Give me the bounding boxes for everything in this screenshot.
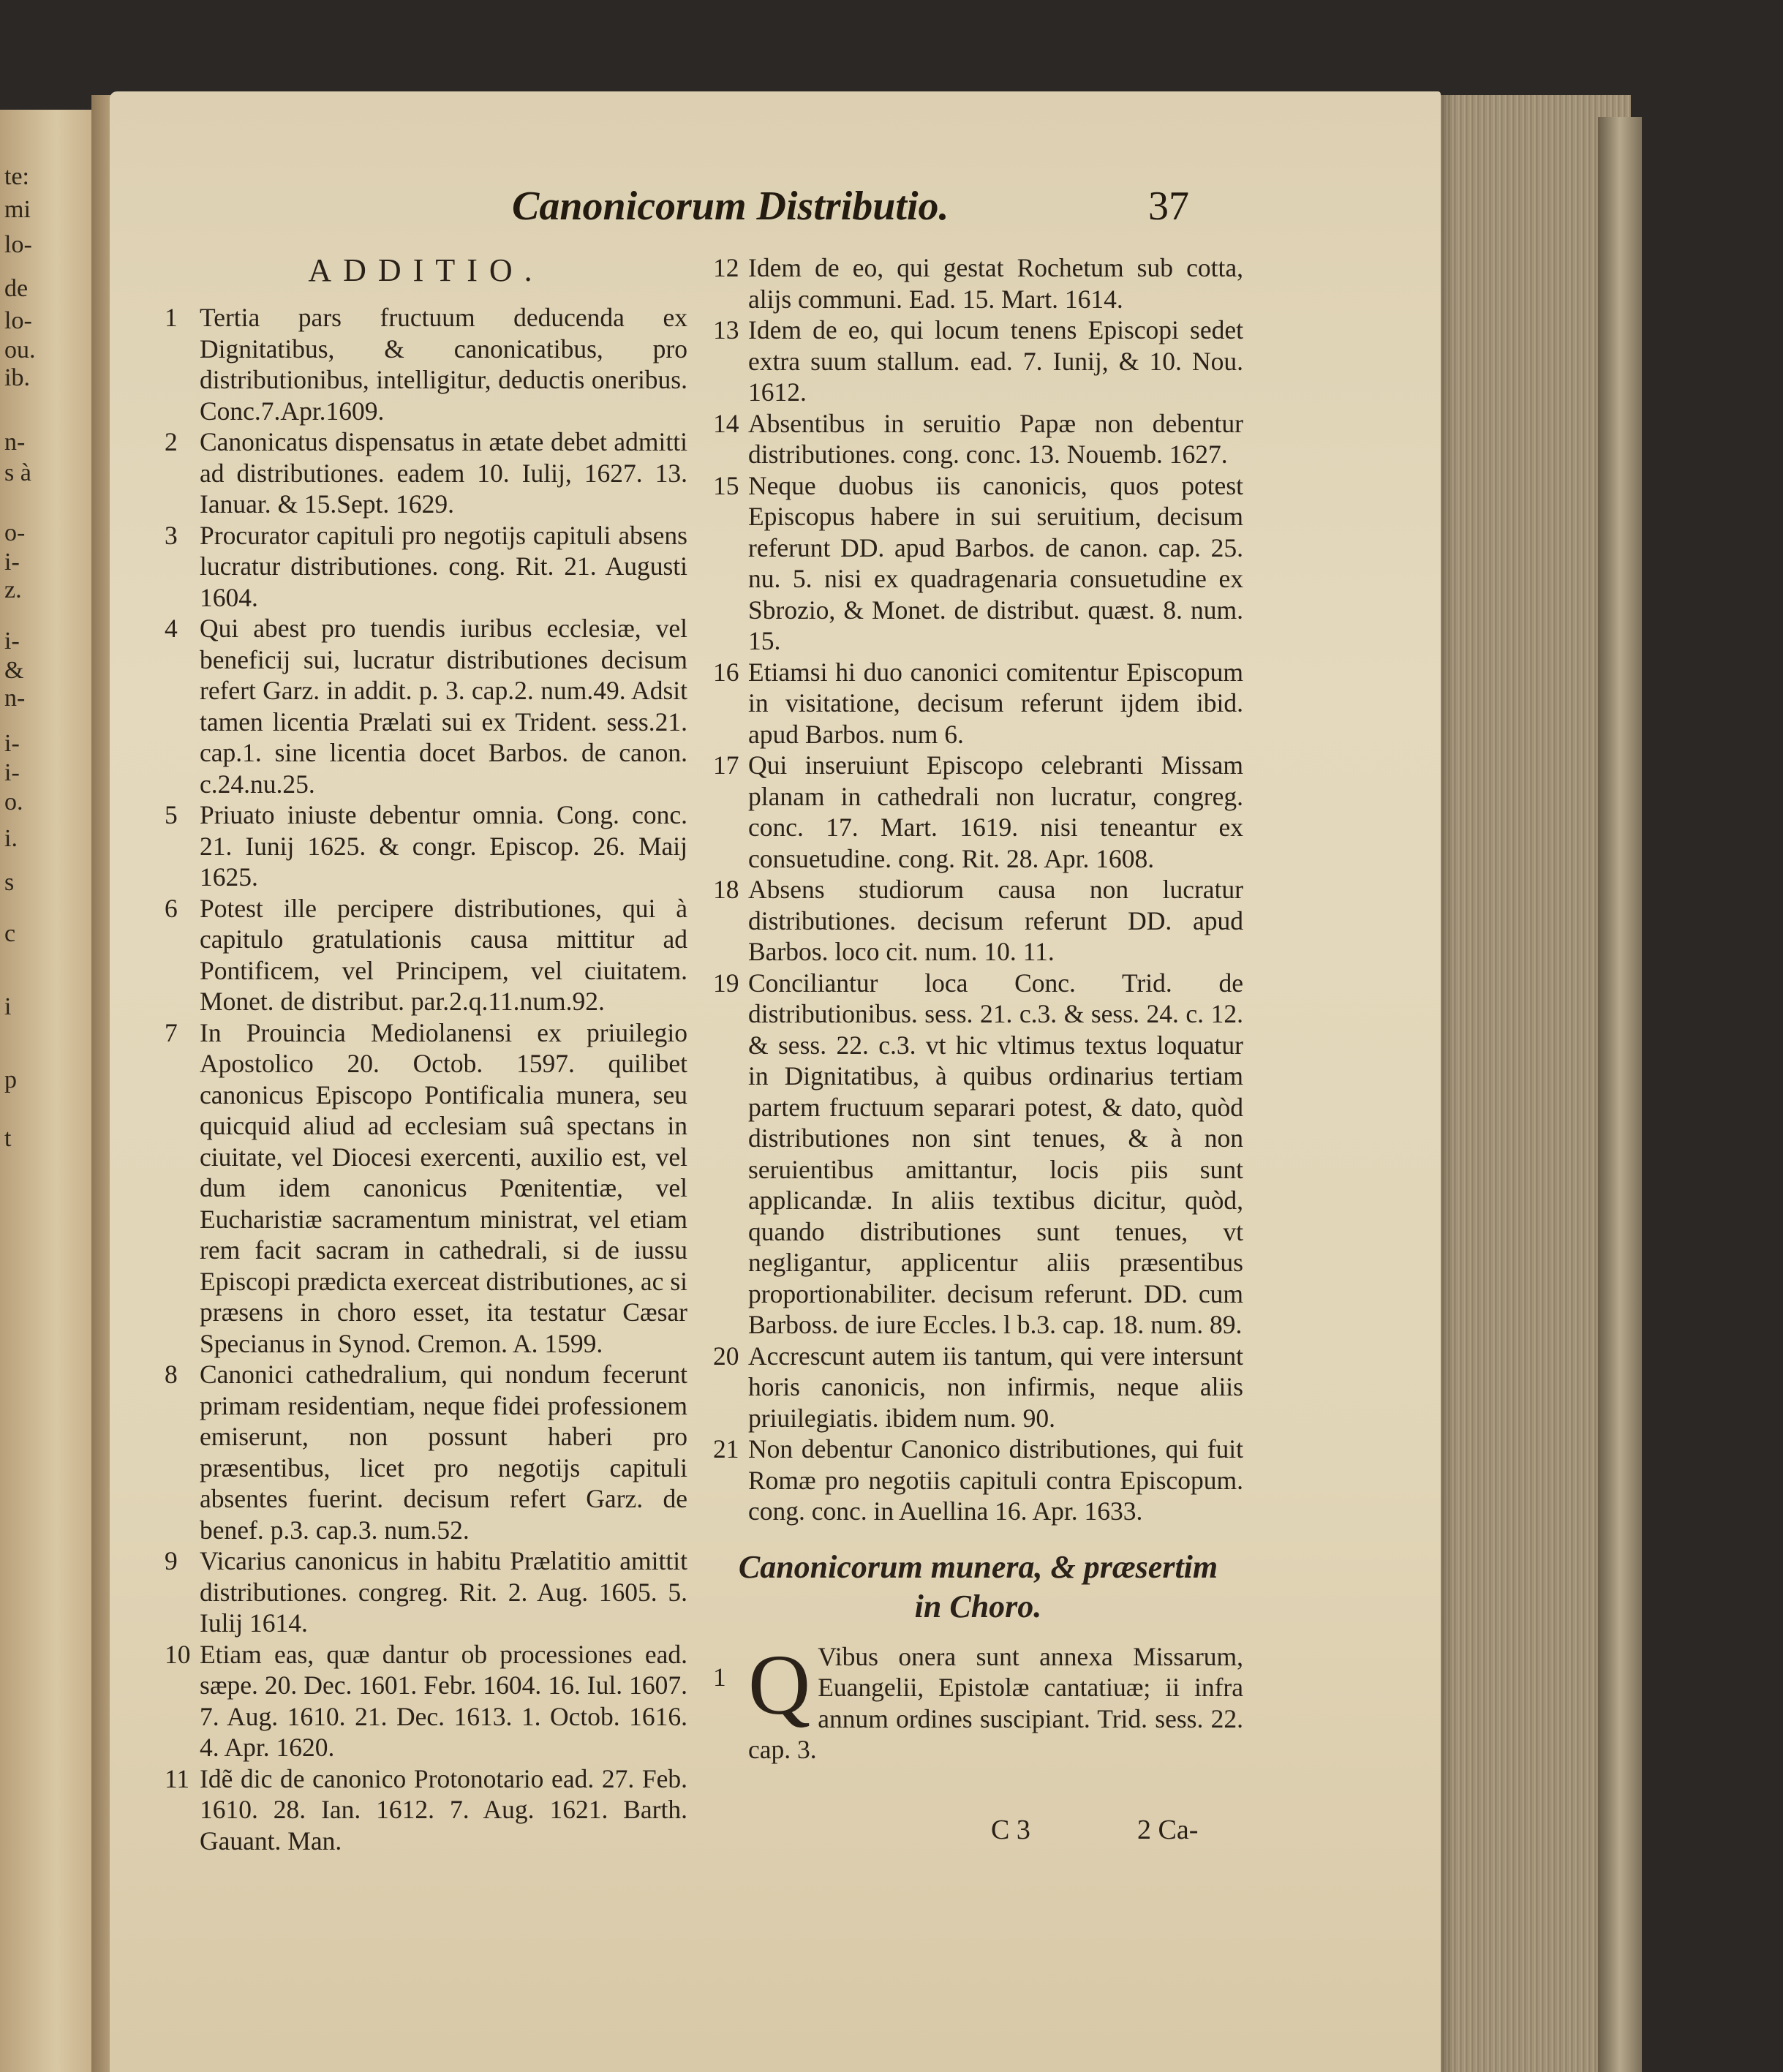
entry-number: 13: [713, 315, 739, 344]
entry-number: 8: [165, 1360, 178, 1389]
footer-line: [991, 1814, 1240, 1850]
entry-number: 15: [713, 470, 739, 500]
left-page-fragment: mi: [4, 196, 31, 223]
entry-number: 2: [165, 427, 178, 456]
additio-heading: ADDITIO.: [308, 252, 544, 288]
numbered-entry: [713, 314, 1243, 408]
numbered-entry: [713, 657, 1243, 750]
entry-number: 4: [165, 614, 178, 643]
entry-text: Conciliantur loca Conc. Trid. de distributionibus. sess. 21. c.3. & sess. 24. c. 12. & sess. 22. c.3. vt hic vltimus textus loquatur in Dignitatibus, à quibus ordinarius tertiam partem fructuum separari potest, & dato, quòd distributiones non sint tenues, & à non seruientibus amittantur, locis piis sunt applicandæ. In aliis textibus dicitur, quòd, quando distributiones sunt tenues, vt negligantur, applicentur aliis præsentibus proportionabiliter. decisum referunt. DD. cum Barboss. de iure Eccles. l b.3. cap. 18. num. 89.: [748, 968, 1243, 1339]
entry-text: Idem de eo, qui gestat Rochetum sub cotta, alijs communi. Ead. 15. Mart. 1614.: [748, 253, 1243, 314]
entry-text: Procurator capituli pro negotijs capituli absens lucratur distributiones. cong. Rit. 21. Augusti 1604.: [200, 520, 687, 612]
entry-text: Canonici cathedralium, qui nondum fecerunt primam residentiam, neque fidei professionem emiserunt, non possunt haberi pro præsentibus, licet pro negotijs capituli absentes fuerint. decisum refert Garz. de benef. p.3. cap.3. num.52.: [200, 1360, 687, 1545]
entry-number: 7: [165, 1017, 178, 1047]
entry-number: 14: [713, 408, 739, 438]
numbered-entry: [713, 750, 1243, 874]
entry-text: Canonicatus dispensatus in ætate debet admitti ad distributiones. eadem 10. Iulij, 1627. 13. Ianuar. & 15.Sept. 1629.: [200, 427, 687, 519]
left-page-fragment: z.: [4, 576, 22, 603]
entry-number: 18: [713, 875, 739, 904]
numbered-entry: [713, 874, 1243, 968]
entry-text: Etiam eas, quæ dantur ob processiones ead. sæpe. 20. Dec. 1601. Febr. 1604. 16. Iul. 1607. 7. Aug. 1610. 21. Dec. 1613. 1. Octob. 1616. 4. Apr. 1620.: [200, 1639, 687, 1762]
left-page-fragment: i-: [4, 549, 20, 576]
previous-page-edge: [0, 110, 102, 2072]
numbered-entry: [165, 799, 687, 893]
numbered-entry: [165, 1017, 687, 1360]
numbered-entry: [713, 1434, 1243, 1527]
numbered-entry: [165, 1763, 687, 1857]
entry-number: 20: [713, 1341, 739, 1371]
left-page-fragment: n-: [4, 429, 26, 456]
entry-number: 9: [165, 1546, 178, 1575]
numbered-entry: [165, 1639, 687, 1763]
entry-number: 3: [165, 520, 178, 550]
entry-number: 19: [713, 968, 739, 998]
entry-text: Etiamsi hi duo canonici comitentur Episcopum in visitatione, decisum referunt ijdem ibid. apud Barbos. num 6.: [748, 657, 1243, 749]
entry-text: In Prouincia Mediolanensi ex priuilegio Apostolico 20. Octob. 1597. quilibet canonicus Episcopo Pontificalia munera, seu quicquid aliud ad ecclesiam suâ spectans in ciuitate, vel Diocesi exercenti, auxilio est, vel dum idem canonicus Pœnitentiæ, vel Eucharistiæ sacramentum ministrat, vel etiam rem facit sacram in cathedrali, si de iussu Episcopi prædicta exerceat distributiones, ac si præsens in choro esset, ita testatur Cæsar Specianus in Synod. Cremon. A. 1599.: [200, 1017, 687, 1358]
numbered-entry: [713, 968, 1243, 1341]
entry-number: 12: [713, 253, 739, 282]
section-title: [713, 1548, 1243, 1627]
entry-number: 10: [165, 1639, 191, 1669]
entry-number: 21: [713, 1434, 739, 1463]
entry-text: Idem de eo, qui locum tenens Episcopi sedet extra suum stallum. ead. 7. Iunij, & 10. Nou. 1612.: [748, 315, 1243, 407]
left-page-fragment: i.: [4, 825, 18, 852]
entry-number: 11: [165, 1763, 190, 1793]
catchword: 2 Ca-: [1137, 1815, 1199, 1845]
left-page-fragment: i: [4, 993, 12, 1020]
left-page-fragment: lo-: [4, 231, 32, 258]
entry-text: Idẽ dic de canonico Protonotario ead. 27. Feb. 1610. 28. Ian. 1612. 7. Aug. 1621. Barth. Gauant. Man.: [200, 1763, 687, 1856]
numbered-entry: [165, 1359, 687, 1545]
entry-text: Priuato iniuste debentur omnia. Cong. conc. 21. Iunij 1625. & congr. Episcop. 26. Maij 1625.: [200, 800, 687, 892]
section-entry: [713, 1636, 1243, 1766]
left-column: [165, 252, 687, 1856]
numbered-entry: [165, 893, 687, 1017]
left-page-fragment: s: [4, 869, 15, 896]
numbered-entry: [165, 426, 687, 520]
entry-number: 5: [165, 800, 178, 829]
numbered-entry: [713, 1341, 1243, 1434]
left-page-fragment: n-: [4, 685, 26, 712]
numbered-entry: [165, 520, 687, 614]
entry-text: Vicarius canonicus in habitu Prælatitio amittit distributiones. congreg. Rit. 2. Aug. 1605. 5. Iulij 1614.: [200, 1546, 687, 1638]
left-page-fragment: s à: [4, 459, 31, 486]
entry-text: Absens studiorum causa non lucratur distributiones. decisum referunt DD. apud Barbos. loco cit. num. 10. 11.: [748, 875, 1243, 966]
entry-text: Vibus onera sunt annexa Missarum, Euangelii, Epistolæ cantatiuæ; ii infra annum ordines suscipiant. Trid. sess. 22. cap. 3.: [748, 1641, 1243, 1764]
running-title: Canonicorum Distributio.: [512, 184, 949, 229]
numbered-entry: [165, 1545, 687, 1639]
left-page-fragment: &: [4, 657, 24, 684]
book-cover-edge: [1598, 117, 1642, 2072]
entry-text: Accrescunt autem iis tantum, qui vere intersunt horis canonicis, non infirmis, neque aliis priuilegiatis. ibidem num. 90.: [748, 1341, 1243, 1433]
left-entry-list: [165, 302, 687, 1856]
numbered-entry: [165, 302, 687, 426]
entry-number: 16: [713, 657, 739, 687]
right-column: [713, 252, 1243, 1766]
left-page-fragment: i-: [4, 730, 20, 757]
entry-text: Qui inseruiunt Episcopo celebranti Missam planam in cathedrali non lucratur, congreg. conc. 17. Mart. 1619. nisi teneantur ex consuetudine. cong. Rit. 28. Apr. 1608.: [748, 750, 1243, 873]
signature-mark: C 3: [991, 1815, 1030, 1845]
left-page-fragment: te:: [4, 163, 29, 190]
numbered-entry: [713, 470, 1243, 657]
numbered-entry: [713, 408, 1243, 470]
entry-number: 6: [165, 893, 178, 923]
left-page-fragment: t: [4, 1125, 12, 1152]
running-head: [512, 183, 1243, 241]
numbered-entry: [713, 252, 1243, 314]
entry-text: Neque duobus iis canonicis, quos potest Episcopus habere in sui seruitium, decisum referunt DD. apud Barbos. de canon. cap. 25. nu. 5. nisi ex quadragenaria consuetudine ex Sbrozio, & Monet. de distribut. quæst. 8. num. 15.: [748, 470, 1243, 655]
entry-text: Tertia pars fructuum deducenda ex Dignitatibus, & canonicatibus, pro distributionibus, intelligitur, deductis oneribus. Conc.7.Apr.1609.: [200, 303, 687, 426]
left-page-fragment: de: [4, 275, 29, 302]
entry-text: Absentibus in seruitio Papæ non debentur distributiones. cong. conc. 13. Nouemb. 1627.: [748, 408, 1243, 469]
left-page-fragment: ib.: [4, 364, 30, 391]
left-page-fragment: i-: [4, 628, 20, 655]
left-page-fragment: lo-: [4, 307, 32, 334]
entry-number: 17: [713, 750, 739, 780]
left-page-fragment: i-: [4, 759, 20, 786]
numbered-entry: [165, 613, 687, 799]
entry-text: Qui abest pro tuendis iuribus ecclesiæ, vel beneficij sui, lucratur distributiones decisum refert Garz. in addit. p. 3. cap.2. num.49. Adsit tamen licentia Prælati sui ex Trident. sess.21. cap.1. sine licentia docet Barbos. de canon. c.24.nu.25.: [200, 614, 687, 799]
entry-number: 1: [713, 1662, 726, 1692]
right-entry-list: [713, 252, 1243, 1527]
entry-text: Potest ille percipere distributiones, qui à capitulo gratulationis causa mittitur ad Pontificem, vel Principem, vel ciuitatem. Monet. de distribut. par.2.q.11.num.92.: [200, 893, 687, 1016]
left-page-fragment: p: [4, 1066, 17, 1093]
section-title-line-1: Canonicorum munera, & præsertim: [738, 1548, 1218, 1585]
drop-cap: Q: [748, 1636, 811, 1733]
left-page-fragment: c: [4, 920, 16, 947]
left-page-fragment: o.: [4, 788, 23, 815]
section-title-line-2: in Choro.: [914, 1588, 1042, 1624]
entry-number: 1: [165, 303, 178, 332]
left-page-fragment: o-: [4, 519, 26, 546]
entry-text: Non debentur Canonico distributiones, qui fuit Romæ pro negotiis capituli contra Episcopum. cong. conc. in Auellina 16. Apr. 1633.: [748, 1434, 1243, 1526]
page-number: 37: [1148, 184, 1189, 229]
left-page-fragment: ou.: [4, 336, 36, 363]
